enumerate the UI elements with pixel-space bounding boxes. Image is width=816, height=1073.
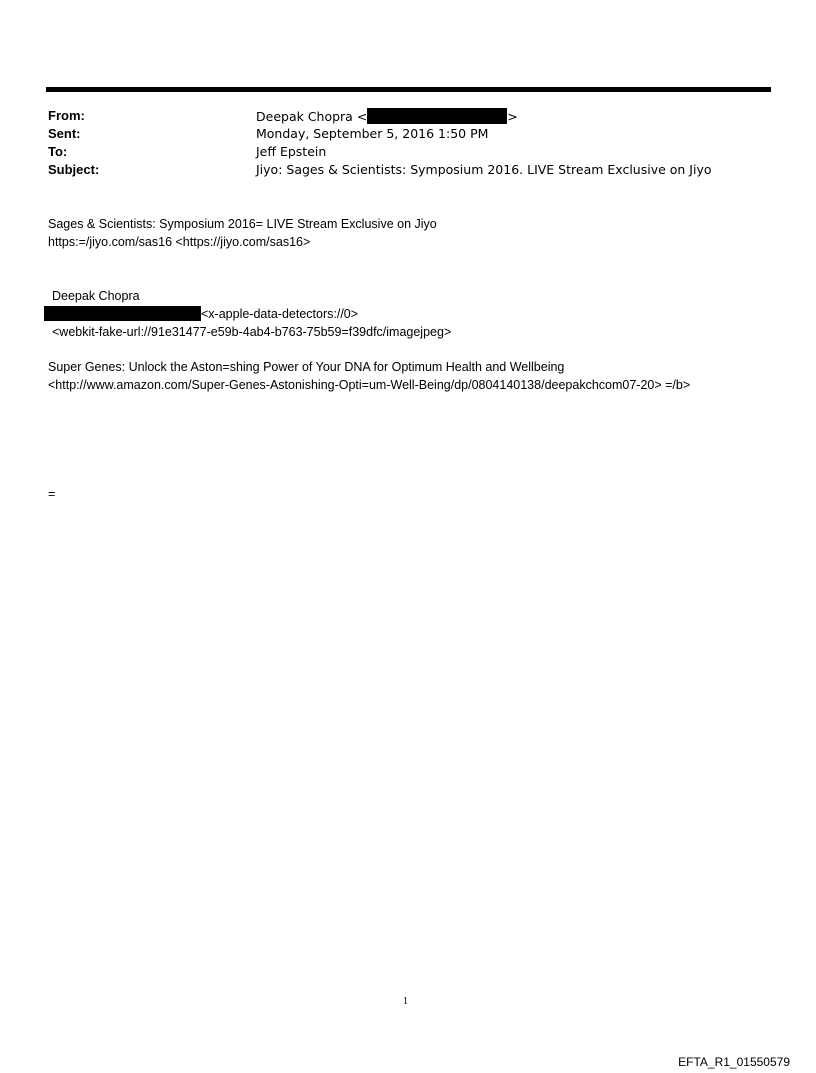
book-url: <http://www.amazon.com/Super-Genes-Astonishing-Opti=um-Well-Being/dp/0804140138/deepakchcom07-20> =/b> — [48, 378, 691, 392]
subject-label: Subject: — [48, 162, 100, 177]
redaction-block — [367, 108, 507, 124]
from-label: From: — [48, 108, 85, 123]
body-line-link: https:=/jiyo.com/sas16 <https://jiyo.com/sas16> — [48, 235, 311, 249]
body-line-title: Sages & Scientists: Symposium 2016= LIVE Stream Exclusive on Jiyo — [48, 217, 437, 231]
from-name: Deepak Chopra < — [256, 109, 368, 124]
signature-webkit-url: <webkit-fake-url://91e31477-e59b-4ab4-b763-75b59=f39dfc/imagejpeg> — [52, 325, 452, 339]
book-title: Super Genes: Unlock the Aston=shing Power of Your DNA for Optimum Health and Wellbeing — [48, 360, 565, 374]
trailing-equals: = — [48, 487, 56, 501]
redaction-block — [44, 306, 201, 321]
signature-link: <x-apple-data-detectors://0> — [201, 307, 359, 321]
sent-value: Monday, September 5, 2016 1:50 PM — [256, 126, 489, 141]
signature-name: Deepak Chopra — [52, 289, 140, 303]
bates-number: EFTA_R1_01550579 — [678, 1055, 790, 1069]
to-value: Jeff Epstein — [256, 144, 327, 159]
subject-value: Jiyo: Sages & Scientists: Symposium 2016. LIVE Stream Exclusive on Jiyo — [256, 162, 712, 177]
from-close: > — [507, 109, 518, 124]
from-value — [256, 108, 518, 125]
to-label: To: — [48, 144, 68, 159]
sent-label: Sent: — [48, 126, 81, 141]
header-rule — [46, 87, 771, 92]
signature-link-line — [44, 306, 358, 322]
page-number: 1 — [403, 996, 408, 1007]
